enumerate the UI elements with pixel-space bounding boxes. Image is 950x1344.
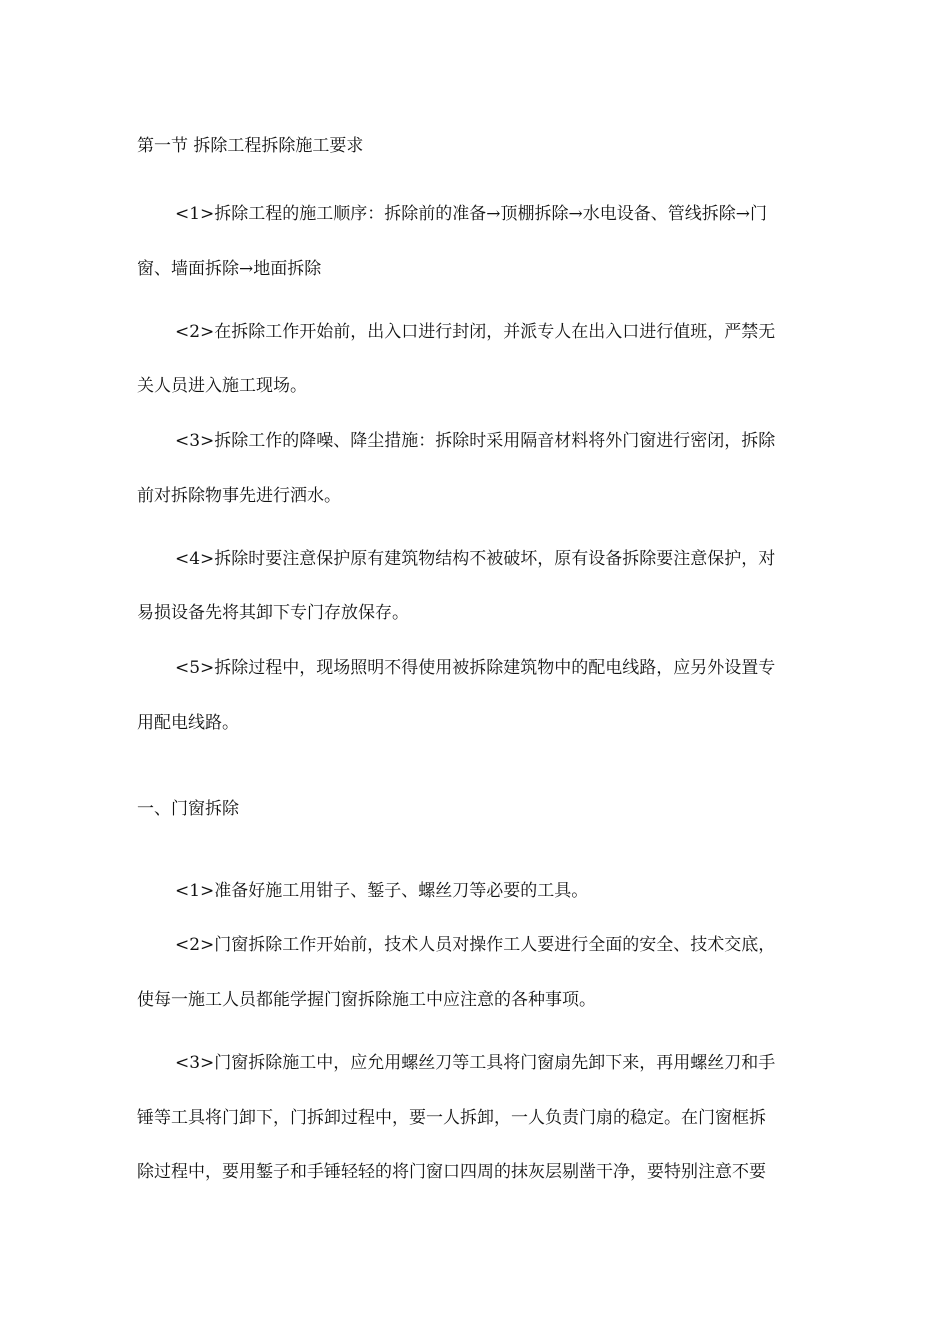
requirement-2-line-1: <2>在拆除工作开始前，出入口进行封闭，并派专人在出入口进行值班，严禁无 [175,322,776,342]
door-window-item-2-line-1: <2>门窗拆除工作开始前，技术人员对操作工人要进行全面的安全、技术交底， [175,935,776,955]
requirement-3-line-1: <3>拆除工作的降噪、降尘措施：拆除时采用隔音材料将外门窗进行密闭，拆除 [175,431,776,451]
requirement-4-line-1: <4>拆除时要注意保护原有建筑物结构不被破坏，原有设备拆除要注意保护，对 [175,549,776,569]
requirement-1-line-1: <1>拆除工程的施工顺序：拆除前的准备→顶棚拆除→水电设备、管线拆除→门 [175,204,768,224]
requirement-2-line-2: 关人员进入施工现场。 [137,376,307,396]
requirement-5-line-2: 用配电线路。 [137,713,239,733]
door-window-item-3-line-1: <3>门窗拆除施工中，应允用螺丝刀等工具将门窗扇先卸下来，再用螺丝刀和手 [175,1053,776,1073]
section-title: 第一节 拆除工程拆除施工要求 [137,136,364,156]
door-window-item-3-line-2: 锤等工具将门卸下，门拆卸过程中，要一人拆卸，一人负责门扇的稳定。在门窗框拆 [137,1108,766,1128]
door-window-item-3-line-3: 除过程中，要用錾子和手锤轻轻的将门窗口四周的抹灰层剔凿干净，要特别注意不要 [137,1162,766,1182]
requirement-3-line-2: 前对拆除物事先进行洒水。 [137,486,341,506]
requirement-4-line-2: 易损设备先将其卸下专门存放保存。 [137,603,409,623]
door-window-item-2-line-2: 使每一施工人员都能学握门窗拆除施工中应注意的各种事项。 [137,990,596,1010]
door-window-item-1-line-1: <1>准备好施工用钳子、錾子、螺丝刀等必要的工具。 [175,881,589,901]
requirement-1-line-2: 窗、墙面拆除→地面拆除 [137,259,322,279]
subsection-title: 一、门窗拆除 [137,799,239,819]
requirement-5-line-1: <5>拆除过程中，现场照明不得使用被拆除建筑物中的配电线路，应另外设置专 [175,658,776,678]
